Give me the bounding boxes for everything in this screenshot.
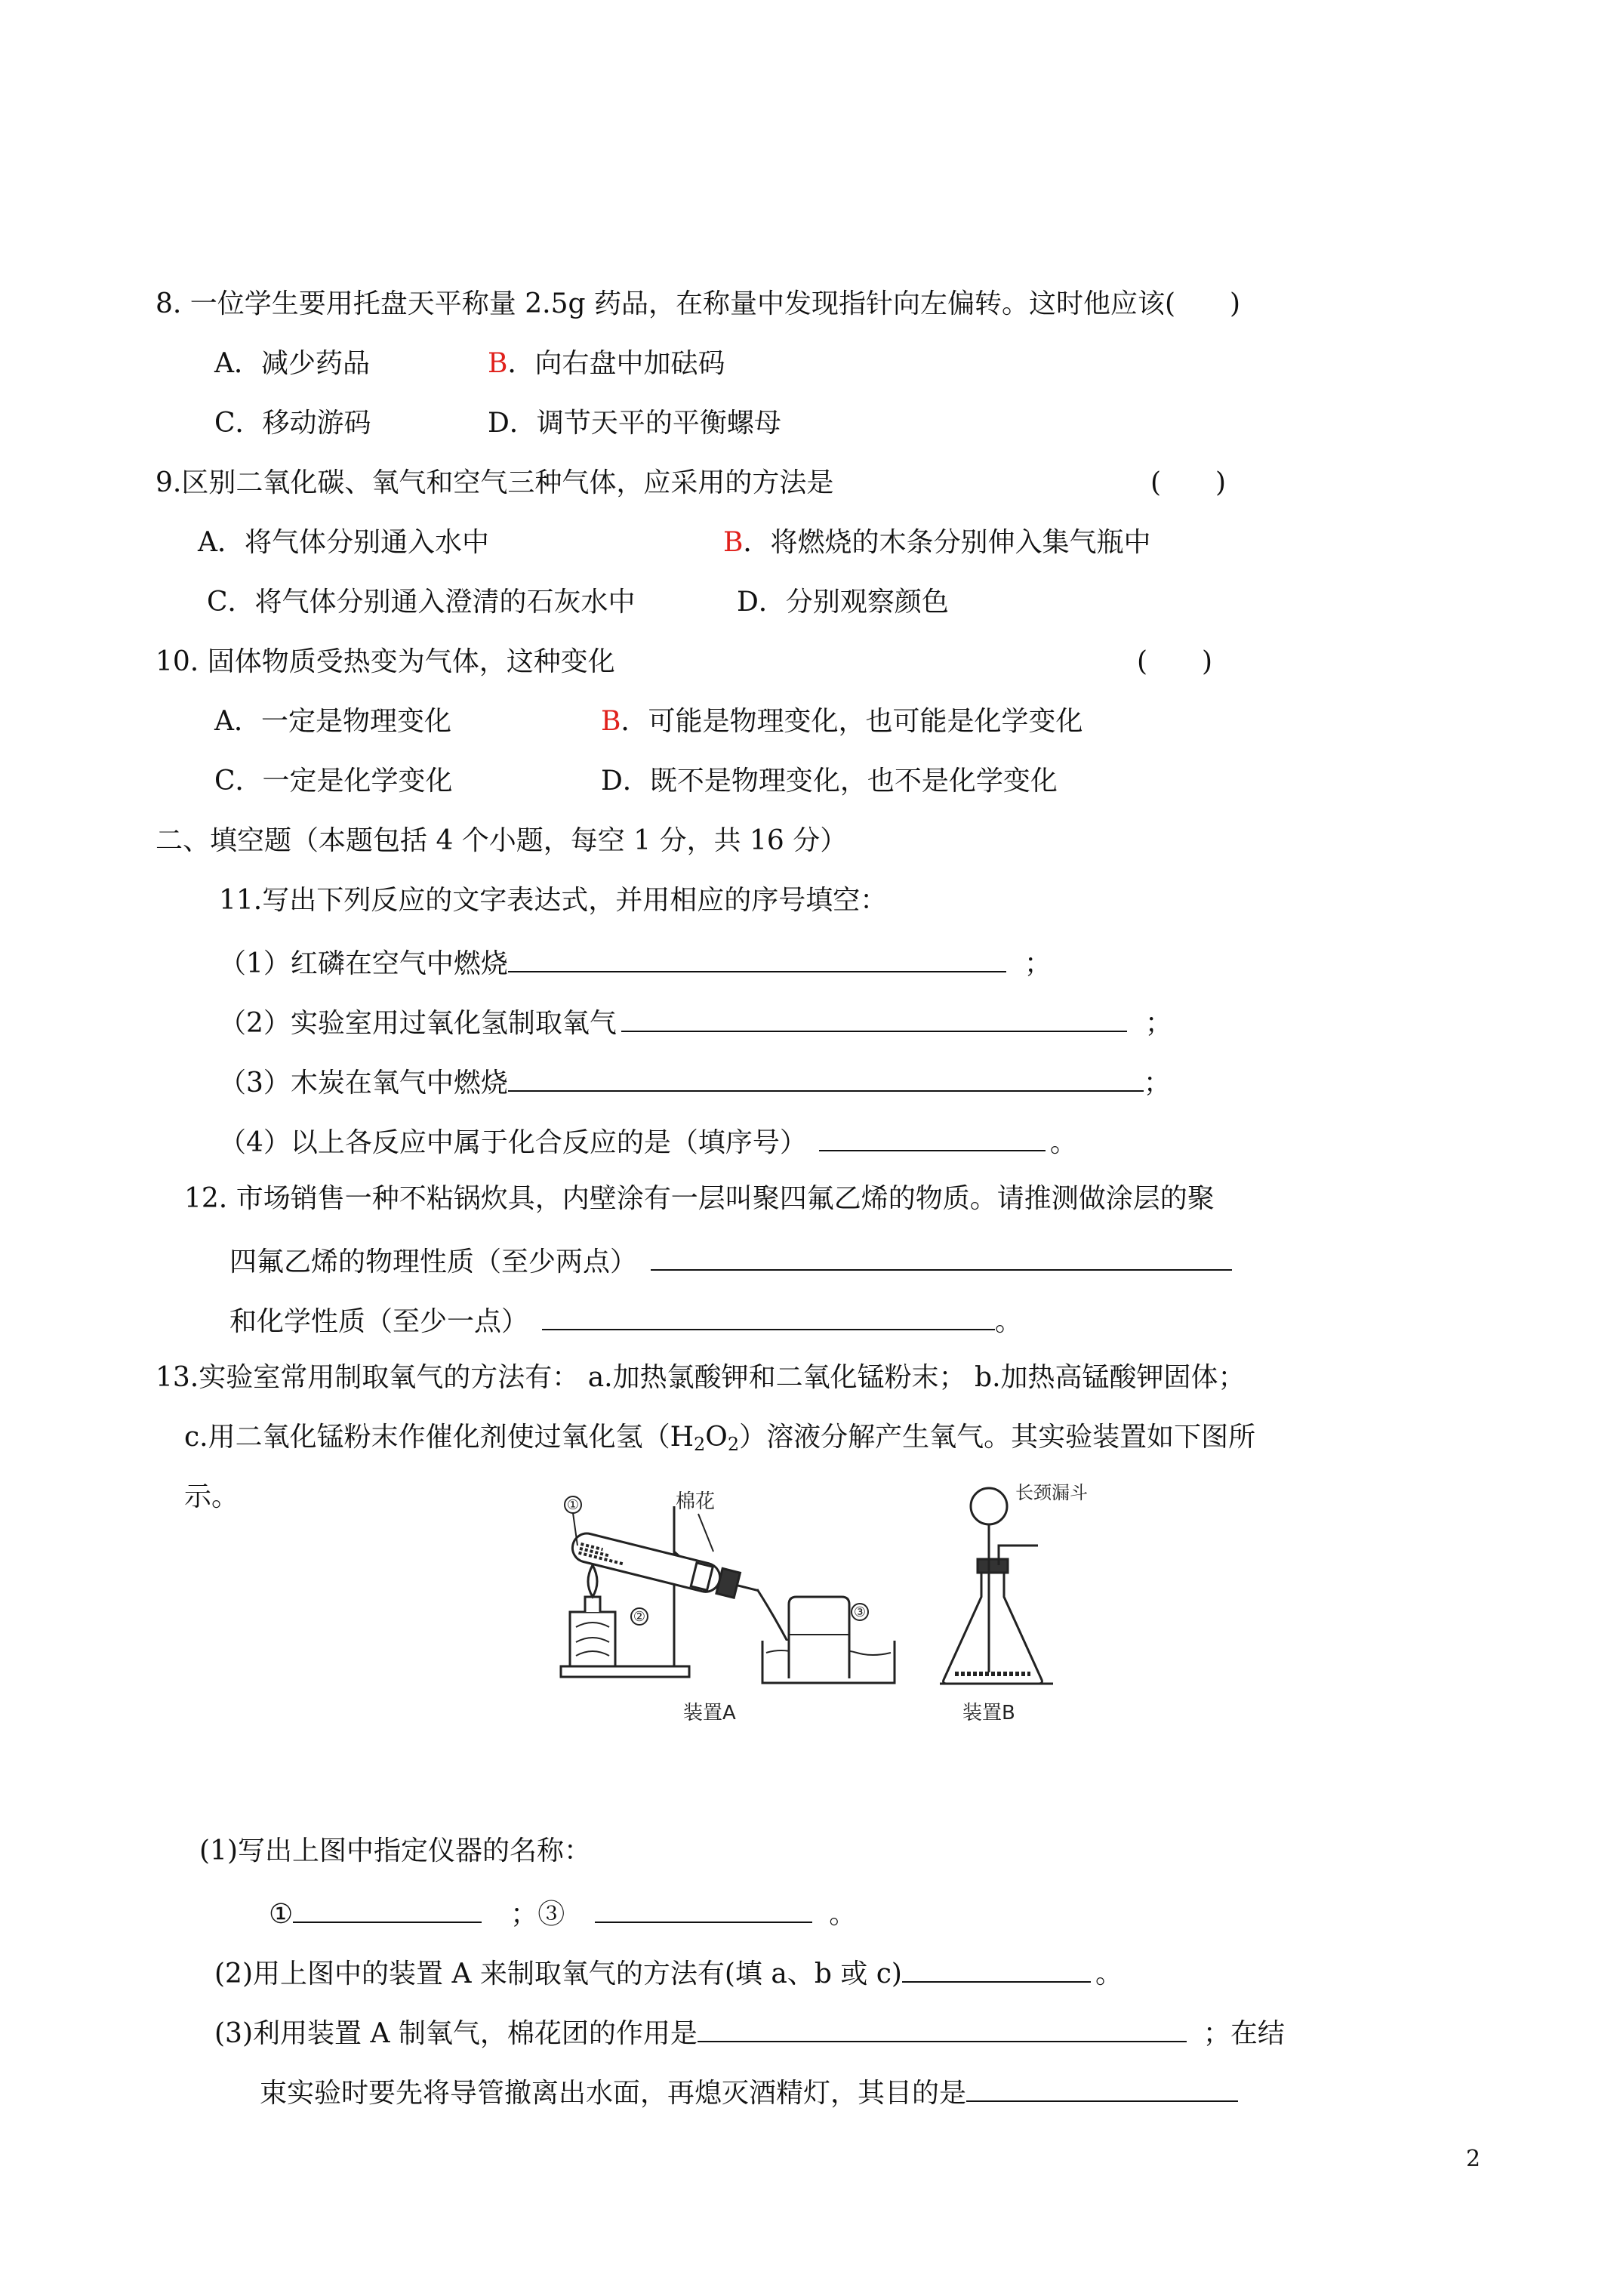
alcohol-lamp xyxy=(585,1597,600,1612)
punct: ； xyxy=(1024,948,1052,979)
answer-mark: B xyxy=(488,348,508,379)
circled-1: ① xyxy=(269,1899,294,1930)
sep: ；③ xyxy=(510,1899,565,1930)
section-title: 二、填空题（本题包括 4 个小题，每空 1 分，共 16 分） xyxy=(156,825,848,856)
oxygen-symbol: O xyxy=(705,1422,728,1453)
answer-blank[interactable] xyxy=(621,1003,1127,1032)
page-number: 2 xyxy=(1466,2146,1481,2172)
q13-line-1: 13.实验室常用制取氧气的方法有： a.加热氯酸钾和二氧化锰粉末； b.加热高锰酸钾固体； xyxy=(156,1362,1246,1393)
q8-option-d: D．调节天平的平衡螺母 xyxy=(488,408,781,439)
q9-option-c: C．将气体分别通入澄清的石灰水中 xyxy=(207,587,636,618)
q13-sub-3-line-2 xyxy=(260,2073,1238,2110)
label-2: ② xyxy=(633,1609,646,1625)
q11-part-3 xyxy=(219,1063,1171,1100)
q10-option-b xyxy=(601,705,1083,738)
label-1: ① xyxy=(566,1497,580,1513)
q9-option-d: D．分别观察颜色 xyxy=(737,587,949,618)
flask-stopper xyxy=(978,1559,1008,1573)
device-b-diagram xyxy=(940,1482,1088,1724)
q12-line-2-text: 四氟乙烯的物理性质（至少两点） xyxy=(229,1247,638,1277)
leader-line xyxy=(698,1514,713,1552)
q13-sub-2 xyxy=(214,1954,1123,1991)
punct: ； xyxy=(1144,1008,1172,1039)
q9-stem: 9.区别二氧化碳、氧气和空气三种气体，应采用的方法是 xyxy=(156,467,834,498)
q13-sub-3-line-2-text: 束实验时要先将导管撤离出水面，再熄灭酒精灯，其目的是 xyxy=(260,2078,967,2109)
q13-line-2b: ）溶液分解产生氧气。其实验装置如下图所 xyxy=(739,1422,1256,1453)
q11-part-3-text: （3）木炭在氧气中燃烧 xyxy=(219,1068,508,1099)
q8-option-b xyxy=(488,347,725,381)
answer-blank[interactable] xyxy=(508,1063,1144,1092)
q12-line-3 xyxy=(229,1302,1022,1339)
answer-blank[interactable] xyxy=(293,1894,482,1923)
device-a-label: 装置A xyxy=(683,1702,736,1724)
q12-line-2 xyxy=(229,1242,1232,1279)
q11-part-2-text: （2）实验室用过氧化氢制取氧气 xyxy=(219,1008,617,1039)
answer-blank[interactable] xyxy=(651,1242,1232,1271)
q13-sub-3 xyxy=(214,2014,1285,2051)
answer-blank[interactable] xyxy=(542,1302,995,1330)
q8-option-b-text: ．向右盘中加砝码 xyxy=(507,348,725,379)
q12-line-3-text: 和化学性质（至少一点） xyxy=(229,1306,529,1337)
q10-stem: 10. 固体物质受热变为气体，这种变化 xyxy=(156,646,615,677)
subscript: 2 xyxy=(694,1434,706,1455)
punct: 。 xyxy=(829,1899,857,1930)
q13-sub-2-text: (2)用上图中的装置 A 来制取氧气的方法有(填 a、b 或 c) xyxy=(214,1959,902,1989)
answer-blank[interactable] xyxy=(966,2073,1238,2102)
q9-option-b-text: ．将燃烧的木条分别伸入集气瓶中 xyxy=(743,527,1151,558)
punct: 。 xyxy=(1095,1959,1123,1989)
conical-flask xyxy=(944,1567,1042,1684)
q10-option-d: D．既不是物理变化，也不是化学变化 xyxy=(601,766,1058,797)
punct: 。 xyxy=(1049,1127,1077,1158)
q11-part-4-text: （4）以上各反应中属于化合反应的是（填序号） xyxy=(219,1127,807,1158)
q10-option-b-text: ．可能是物理变化，也可能是化学变化 xyxy=(621,706,1083,737)
cotton-label: 棉花 xyxy=(676,1490,716,1513)
punct: 。 xyxy=(995,1306,1023,1337)
q9-paren: ( ) xyxy=(1150,467,1227,498)
answer-mark: B xyxy=(601,706,621,737)
stand-base xyxy=(561,1666,689,1677)
device-b-label: 装置B xyxy=(962,1702,1015,1724)
answer-blank[interactable] xyxy=(819,1123,1046,1151)
q13-sub-1-blanks xyxy=(269,1894,856,1931)
q13-line-3: 示。 xyxy=(184,1481,239,1512)
q11-part-1 xyxy=(219,944,1052,981)
q10-option-a: A．一定是物理变化 xyxy=(214,706,451,737)
answer-blank[interactable] xyxy=(902,1954,1091,1983)
apparatus-figure xyxy=(555,1476,1310,1725)
q13-sub-1: (1)写出上图中指定仪器的名称： xyxy=(199,1835,591,1866)
q11-part-2 xyxy=(219,1003,1172,1040)
q11-part-1-text: （1）红磷在空气中燃烧 xyxy=(219,948,508,979)
q8-option-c: C．移动游码 xyxy=(214,408,371,439)
q9-option-a: A．将气体分别通入水中 xyxy=(198,527,489,558)
device-a-diagram xyxy=(561,1490,895,1724)
q13-line-2 xyxy=(184,1421,1255,1461)
funnel-bulb xyxy=(971,1488,1007,1524)
answer-blank[interactable] xyxy=(508,944,1006,972)
q10-paren: ( ) xyxy=(1137,646,1213,677)
q9-option-b xyxy=(723,526,1150,559)
q11-stem: 11.写出下列反应的文字表达式，并用相应的序号填空： xyxy=(219,885,888,916)
gas-collecting-bottle xyxy=(789,1597,849,1678)
label-3: ③ xyxy=(853,1604,867,1620)
q8-option-a: A．减少药品 xyxy=(214,348,370,379)
q10-option-c: C．一定是化学变化 xyxy=(214,766,453,797)
tube-outlet xyxy=(737,1586,757,1591)
answer-blank[interactable] xyxy=(698,2014,1187,2042)
lamp-block xyxy=(570,1612,615,1666)
punct: ； xyxy=(1143,1068,1171,1099)
q13-line-2a: c.用二氧化锰粉末作催化剂使过氧化氢（H xyxy=(184,1422,694,1453)
q12-line-1: 12. 市场销售一种不粘锅炊具，内壁涂有一层叫聚四氟乙烯的物质。请推测做涂层的聚 xyxy=(184,1183,1215,1214)
funnel-label: 长颈漏斗 xyxy=(1015,1482,1088,1503)
flame xyxy=(588,1565,597,1597)
answer-mark: B xyxy=(723,527,744,558)
subscript: 2 xyxy=(727,1434,740,1455)
q13-sub-3-text: (3)利用装置 A 制氧气，棉花团的作用是 xyxy=(214,2018,698,2049)
q8-stem: 8. 一位学生要用托盘天平称量 2.5g 药品，在称量中发现指针向左偏转。这时他应该( ) xyxy=(156,288,1241,319)
answer-blank[interactable] xyxy=(595,1894,812,1923)
q11-part-4 xyxy=(219,1123,1077,1160)
q13-sub-3-mid: ；在结 xyxy=(1203,2018,1285,2049)
